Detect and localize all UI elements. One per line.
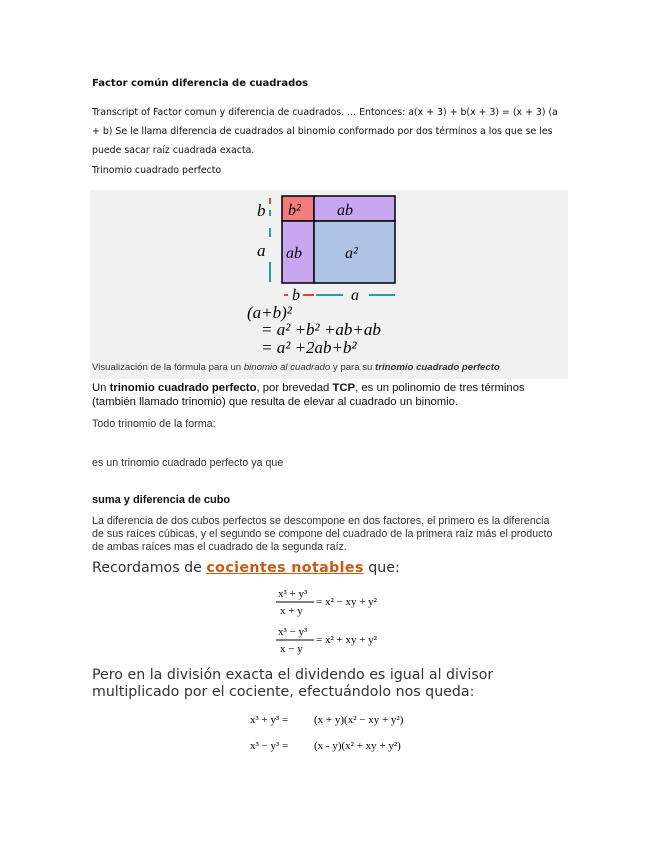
- binomio-cuadrado-figure: [90, 190, 568, 362]
- heading-trinomio: Trinomio cuadrado perfecto: [92, 165, 222, 176]
- equation-line-2: = a² +b² +ab+ab: [261, 320, 381, 339]
- equation-line-1: (a+b)²: [247, 303, 292, 322]
- cubo-paragraph: La diferencia de dos cubos perfectos se descompone en dos factores, el primero es la diferencia de sus raíces cúbicas, y el segundo se compone del cuadrado de la primera raíz más el producto de ambas raíces mas el cuadrado de la segunda raíz.: [92, 515, 553, 553]
- caption-text-1: Visualización de la fórmula para un: [92, 362, 244, 373]
- factorization-block: [245, 708, 425, 758]
- fact2-rhs: (x - y)(x² + xy + y²): [314, 740, 401, 752]
- frac1-denominator: x + y: [280, 605, 303, 617]
- paragraph-transcript: Transcript of Factor comun y diferencia de cuadrados. ... Entonces: a(x + 3) + b(x + 3) = (x + 3) (a + b) Se le llama diferencia de cuadrados al binomio conformado por dos términos a los que se les puede sacar raíz cuadrada exacta.: [92, 107, 558, 156]
- tcp-text-2: , por brevedad: [256, 382, 333, 394]
- pero-paragraph: Pero en la división exacta el dividendo es igual al divisor multiplicado por el cociente, efectuándolo nos queda:: [92, 667, 494, 700]
- heading-factor-comun: Factor común diferencia de cuadrados: [92, 78, 309, 89]
- tcp-conclusion: es un trinomio cuadrado perfecto ya que: [92, 457, 284, 469]
- fact2-lhs: x³ − y³ =: [250, 740, 289, 752]
- tcp-text-1: Un: [92, 382, 110, 394]
- frac1-numerator: x³ + y³: [278, 588, 308, 600]
- fraction-diff-cubes: [270, 622, 420, 658]
- caption-bold-italic: trinomio cuadrado perfecto: [375, 362, 500, 373]
- heading-suma-diferencia-cubo: suma y diferencia de cubo: [92, 494, 231, 506]
- frac2-denominator: x − y: [280, 643, 303, 655]
- cell-ab-top: [314, 196, 395, 221]
- fact1-rhs: (x + y)(x² − xy + y²): [314, 714, 404, 726]
- tcp-abbrev: TCP: [332, 382, 356, 394]
- caption-italic-1: binomio al cuadrado: [243, 362, 331, 373]
- label-a-bottom: a: [351, 287, 359, 304]
- label-a-side: a: [257, 241, 266, 260]
- fact1-lhs: x³ + y³ =: [250, 714, 289, 726]
- text-ab-top: ab: [337, 202, 353, 219]
- frac2-numerator: x³ − y³: [278, 626, 308, 638]
- tcp-form-intro: Todo trinomio de la forma:: [92, 418, 216, 430]
- figure-caption: [92, 362, 500, 373]
- text-b-squared: b²: [288, 202, 301, 219]
- tcp-text-3: , es un polinomio de tres términos (también llamado trinomio) que resulta de elevar al cuadrado un binomio.: [92, 382, 525, 408]
- label-b-bottom: b: [292, 287, 300, 304]
- recordamos-text: Recordamos de: [92, 560, 207, 576]
- tcp-definition: [92, 381, 562, 409]
- text-ab-left: ab: [286, 245, 302, 262]
- frac1-result: = x² − xy + y²: [316, 596, 377, 608]
- recordamos-after: que:: [363, 560, 400, 576]
- tcp-bold-term: trinomio cuadrado perfecto: [109, 382, 257, 394]
- caption-text-2: y para su: [330, 362, 376, 373]
- frac2-result: = x² + xy + y²: [316, 634, 377, 646]
- recordamos-line: [92, 560, 400, 576]
- cocientes-notables-link[interactable]: cocientes notables: [206, 560, 364, 576]
- equation-line-3: = a² +2ab+b²: [261, 338, 357, 357]
- text-a-squared: a²: [345, 245, 358, 262]
- label-b-side: b: [257, 201, 266, 220]
- fraction-sum-cubes: [270, 584, 420, 620]
